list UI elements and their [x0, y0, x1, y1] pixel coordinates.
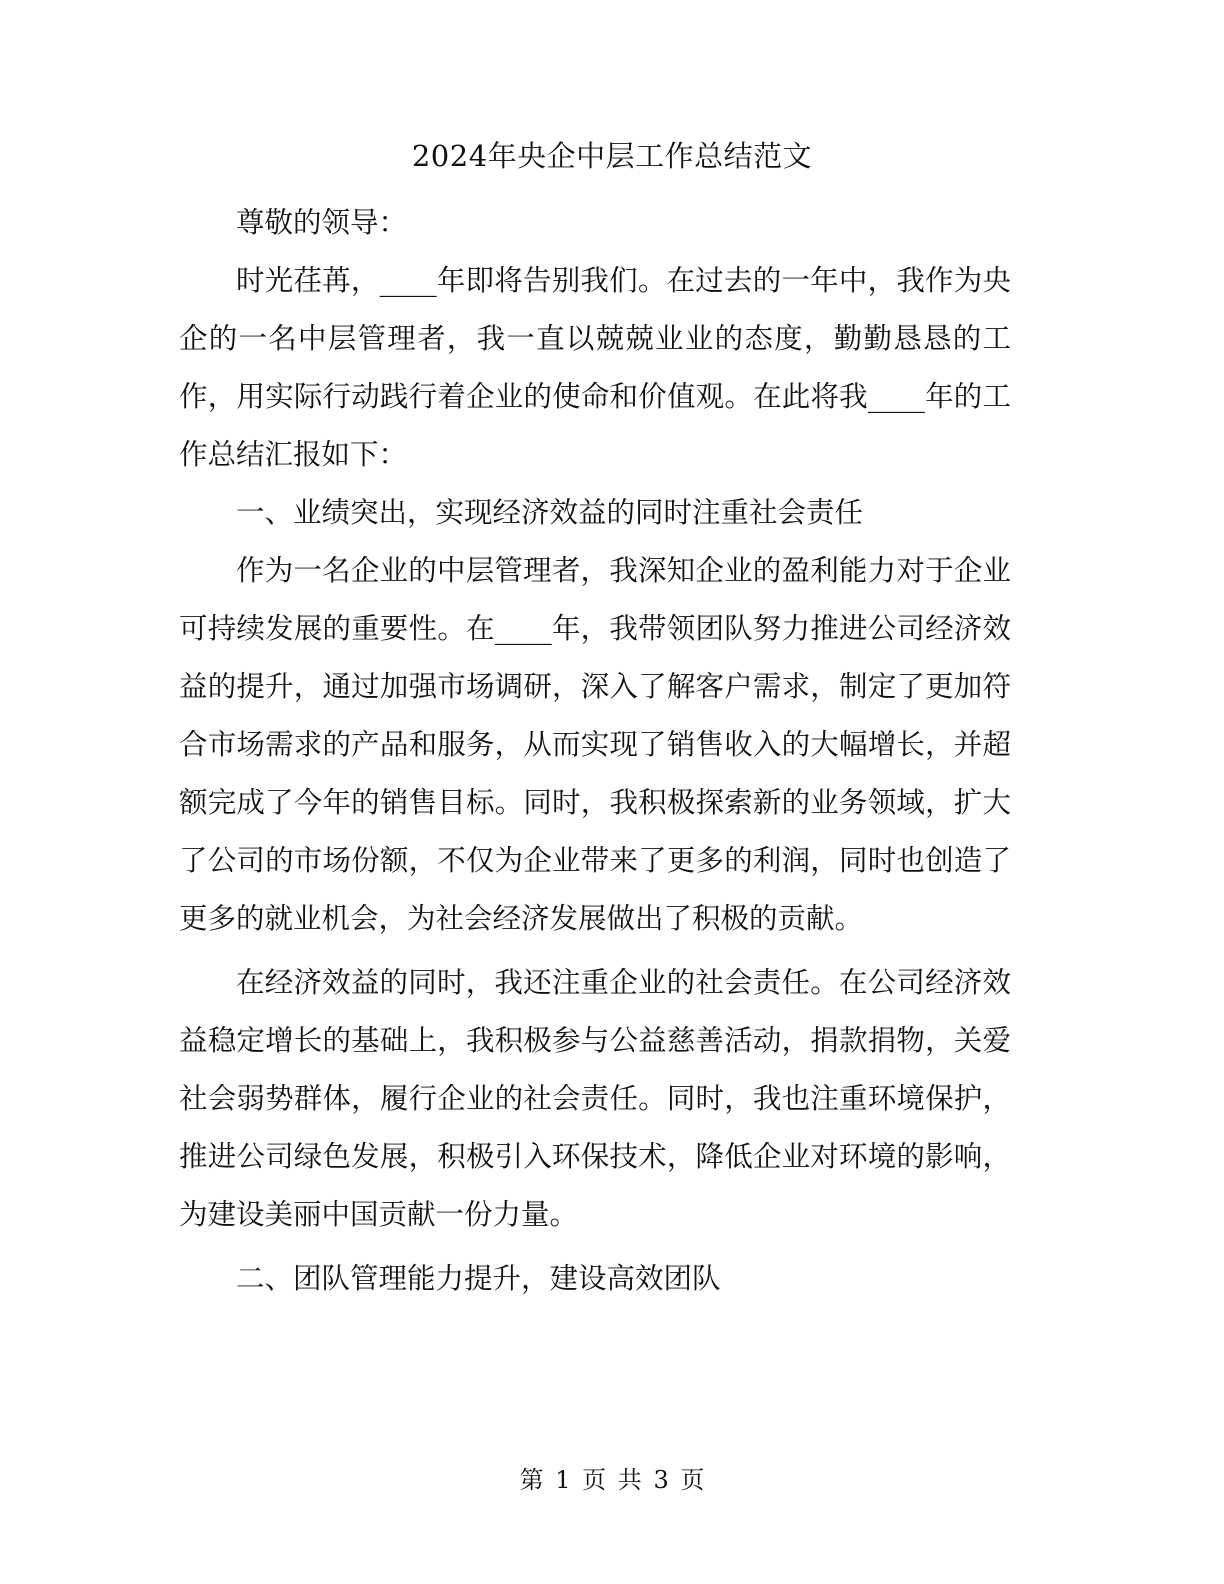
intro-paragraph: 时光荏苒，____年即将告别我们。在过去的一年中，我作为央企的一名中层管理者，我一直以兢兢业业的态度，勤勤恳恳的工作，用实际行动践行着企业的使命和价值观。在此将我____年的工作总结汇报如下： — [179, 264, 1011, 471]
document-body — [179, 194, 1011, 1308]
body-paragraph-2: 在经济效益的同时，我还注重企业的社会责任。在公司经济效益稳定增长的基础上，我积极参与公益慈善活动，捐款捐物，关爱社会弱势群体，履行企业的社会责任。同时，我也注重环境保护，推进公司绿色发展，积极引入环保技术，降低企业对环境的影响，为建设美丽中国贡献一份力量。 — [179, 966, 1011, 1231]
section-heading-1: 一、业绩突出，实现经济效益的同时注重社会责任 — [236, 496, 864, 529]
document-title: 2024年央企中层工作总结范文 — [411, 139, 813, 173]
body-paragraph-1: 作为一名企业的中层管理者，我深知企业的盈利能力对于企业可持续发展的重要性。在____年，我带领团队努力推进公司经济效益的提升，通过加强市场调研，深入了解客户需求，制定了更加符合市场需求的产品和服务，从而实现了销售收入的大幅增长，并超额完成了今年的销售目标。同时，我积极探索新的业务领域，扩大了公司的市场份额，不仅为企业带来了更多的利润，同时也创造了更多的就业机会，为社会经济发展做出了积极的贡献。 — [179, 554, 1011, 935]
page-footer: 第 1 页 共 3 页 — [519, 1466, 705, 1494]
section-heading-2: 二、团队管理能力提升，建设高效团队 — [236, 1262, 721, 1295]
salutation: 尊敬的领导： — [236, 206, 408, 239]
